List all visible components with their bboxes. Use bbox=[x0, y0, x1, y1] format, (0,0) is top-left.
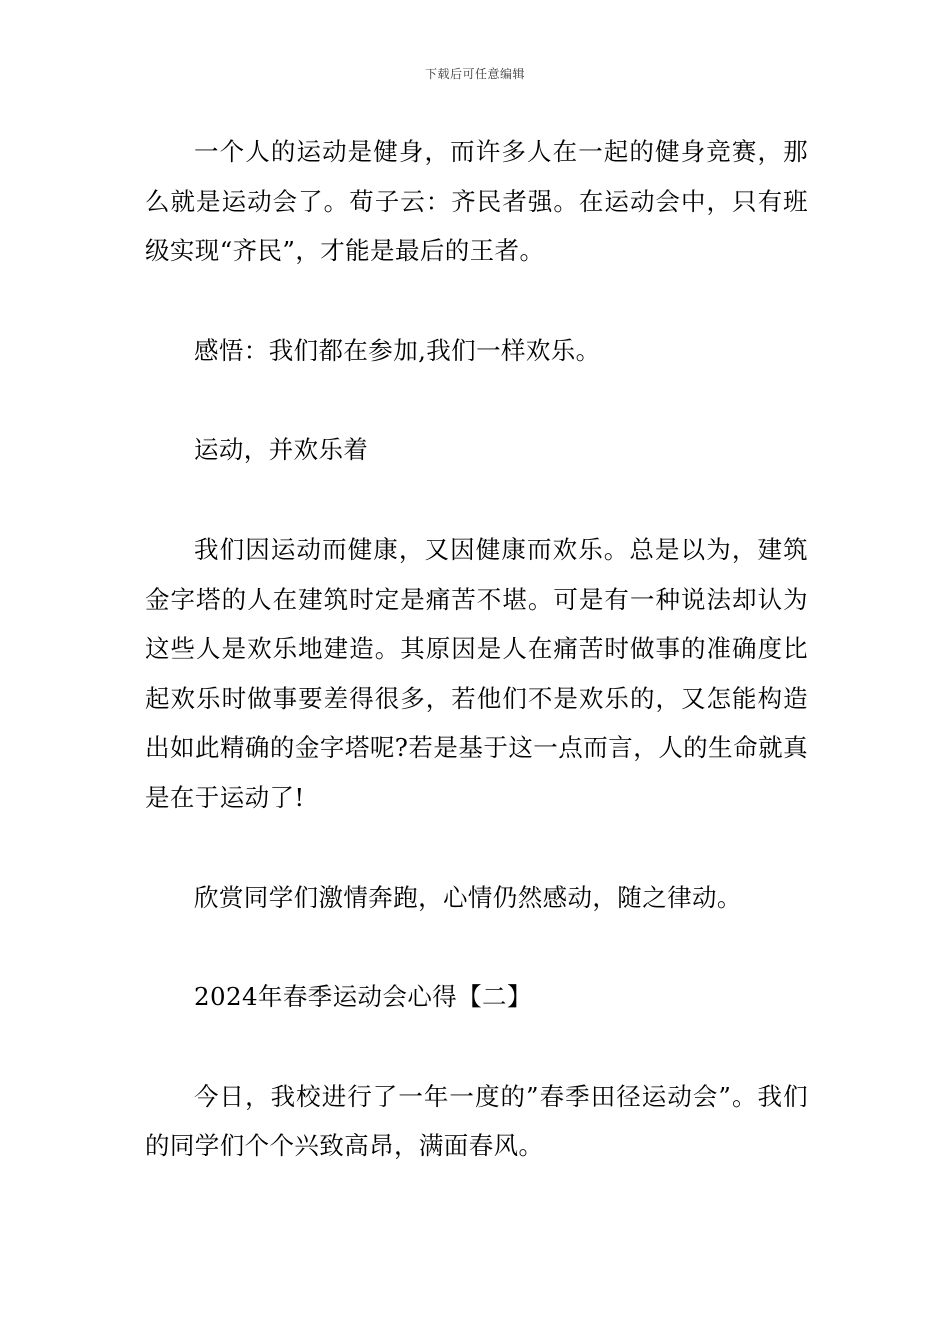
paragraph-pyramid: 我们因运动而健康，又因健康而欢乐。总是以为，建筑金字塔的人在建筑时定是痛苦不堪。可是有一种说法却认为这些人是欢乐地建造。其原因是人在痛苦时做事的准确度比起欢乐时做事要差得很多，若他们不是欢乐的，又怎能构造出如此精确的金字塔呢?若是基于这一点而言，人的生命就真是在于运动了! bbox=[145, 534, 808, 812]
paragraph-intro: 一个人的运动是健身，而许多人在一起的健身竞赛，那么就是运动会了。荀子云：齐民者强。在运动会中，只有班级实现“齐民”，才能是最后的王者。 bbox=[145, 137, 808, 266]
paragraph-insight: 感悟：我们都在参加,我们一样欢乐。 bbox=[194, 335, 601, 365]
document-body bbox=[145, 127, 808, 1171]
page-header-note: 下载后可任意编辑 bbox=[424, 67, 525, 81]
section-heading-sport-joy: 运动，并欢乐着 bbox=[194, 435, 369, 465]
paragraph-appreciation: 欣赏同学们激情奔跑，心情仍然感动，随之律动。 bbox=[194, 882, 742, 912]
section-heading-part-two: 2024年春季运动会心得【二】 bbox=[194, 982, 532, 1012]
paragraph-today: 今日，我校进行了一年一度的”春季田径运动会”。我们的同学们个个兴致高昂，满面春风。 bbox=[145, 1081, 808, 1161]
